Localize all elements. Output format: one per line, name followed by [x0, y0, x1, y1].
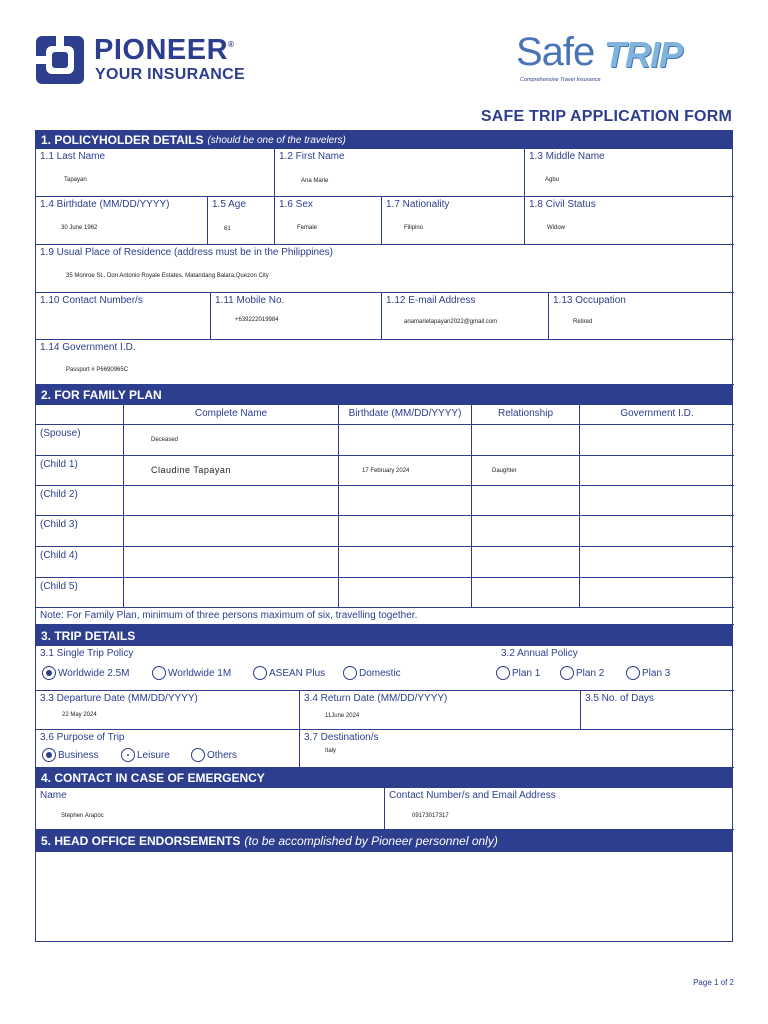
family-row-label: (Child 2) [40, 489, 78, 500]
option-domestic[interactable] [343, 666, 401, 680]
middle-name-label: 1.3 Middle Name [529, 151, 605, 162]
option-label: Business [58, 749, 99, 761]
return-date-value: 11June 2024 [325, 713, 360, 719]
birthdate-field[interactable] [36, 197, 208, 245]
emergency-name-value: Stephen Arapoc [61, 813, 104, 819]
first-name-label: 1.2 First Name [279, 151, 345, 162]
application-form [35, 130, 733, 942]
form-title: SAFE TRIP APPLICATION FORM [480, 108, 732, 125]
emergency-contact-label: Contact Number/s and Email Address [389, 790, 556, 801]
family-birthdate-cell[interactable] [339, 486, 472, 516]
civil-status-field[interactable] [525, 197, 734, 245]
family-name-cell[interactable] [124, 456, 339, 486]
option-worldwide-1m[interactable] [152, 666, 231, 680]
destination-label: 3.7 Destination/s [304, 732, 379, 743]
last-name-value: Tapayan [64, 177, 87, 183]
destination-value: Italy [325, 748, 337, 754]
first-name-field[interactable] [275, 149, 525, 197]
family-row-label-cell [36, 516, 124, 547]
family-col-birthdate: Birthdate (MM/DD/YYYY) [348, 408, 462, 419]
family-birthdate-cell[interactable] [339, 456, 472, 486]
option-others[interactable] [191, 748, 237, 762]
endorsements-area[interactable] [36, 852, 734, 941]
nationality-value: Filipino [404, 225, 424, 231]
option-asean-plus[interactable] [253, 666, 325, 680]
emergency-contact-field[interactable] [385, 788, 734, 830]
safetrip-logo-tagline: Comprehensive Travel Insurance [520, 77, 601, 83]
radio-icon[interactable] [560, 666, 574, 680]
family-relationship-cell[interactable] [472, 578, 580, 608]
sex-label: 1.6 Sex [279, 199, 313, 210]
family-name-cell[interactable] [124, 425, 339, 456]
radio-icon[interactable] [626, 666, 640, 680]
option-plan-1[interactable] [496, 666, 540, 680]
family-row-label: (Child 4) [40, 550, 78, 561]
family-header-blank [36, 405, 124, 425]
residence-value: 35 Monroe St., Don Antonio Royale Estates, Matandang Balara,Quezon City [66, 273, 269, 279]
option-label: Plan 1 [512, 667, 541, 679]
family-col-name: Complete Name [194, 408, 268, 419]
family-govid-cell[interactable] [580, 547, 734, 578]
option-label: Domestic [359, 667, 401, 679]
family-header-birthdate [339, 405, 472, 425]
government-id-value: Passport # P6690965C [66, 367, 129, 373]
family-relationship-cell[interactable] [472, 456, 580, 486]
section-4-title: 4. CONTACT IN CASE OF EMERGENCY [41, 771, 265, 785]
option-label: Plan 3 [642, 667, 671, 679]
government-id-field[interactable] [36, 340, 734, 385]
age-field[interactable] [208, 197, 275, 245]
number-of-days-label: 3.5 No. of Days [585, 693, 654, 704]
residence-label: 1.9 Usual Place of Residence (address must be in the Philippines) [40, 247, 333, 258]
radio-icon[interactable] [253, 666, 267, 680]
family-name-cell[interactable] [124, 578, 339, 608]
family-birthdate-cell[interactable] [339, 578, 472, 608]
first-name-value: Ana Marie [301, 178, 329, 184]
email-field[interactable] [382, 293, 549, 340]
option-label: Plan 2 [576, 667, 605, 679]
age-label: 1.5 Age [212, 199, 246, 210]
emergency-name-label: Name [40, 790, 67, 801]
family-relationship-cell[interactable] [472, 486, 580, 516]
family-name-cell[interactable] [124, 547, 339, 578]
option-plan-3[interactable] [626, 666, 670, 680]
pioneer-logo-name: PIONEER [94, 34, 229, 66]
option-business[interactable] [42, 748, 99, 762]
middle-name-value: Agbu [545, 177, 560, 183]
sex-value: Female [297, 225, 318, 231]
pioneer-logo-mark-icon [36, 36, 84, 84]
family-row-label: (Child 3) [40, 519, 78, 530]
family-row-label: (Child 1) [40, 459, 78, 470]
purpose-field [36, 730, 300, 768]
occupation-field[interactable] [549, 293, 734, 340]
safetrip-logo-trip: TRIP [604, 34, 683, 75]
family-header-name [124, 405, 339, 425]
nationality-field[interactable] [382, 197, 525, 245]
family-relationship-value: Daughter [492, 468, 517, 474]
family-row-label-cell [36, 547, 124, 578]
pioneer-logo-tagline: YOUR INSURANCE [95, 66, 245, 83]
section-5-title: 5. HEAD OFFICE ENDORSEMENTS [41, 834, 241, 848]
contact-number-field[interactable] [36, 293, 211, 340]
email-label: 1.12 E-mail Address [386, 295, 476, 306]
family-relationship-cell[interactable] [472, 425, 580, 456]
number-of-days-field[interactable] [581, 691, 734, 730]
safetrip-logo [516, 30, 734, 94]
option-label: Leisure [137, 749, 170, 761]
return-date-label: 3.4 Return Date (MM/DD/YYYY) [304, 693, 448, 704]
emergency-name-field[interactable] [36, 788, 385, 830]
family-govid-cell[interactable] [580, 456, 734, 486]
email-value: anamarietapayan2022@gmail.com [404, 319, 498, 325]
emergency-contact-value: 09173017317 [412, 813, 449, 819]
section-2-header [36, 385, 732, 405]
option-worldwide-2-5m[interactable] [42, 666, 130, 680]
option-plan-2[interactable] [560, 666, 604, 680]
option-label: Worldwide 1M [168, 667, 232, 679]
section-5-note: (to be accomplished by Pioneer personnel only) [244, 834, 498, 848]
family-birthdate-cell[interactable] [339, 425, 472, 456]
destination-field[interactable] [300, 730, 734, 768]
family-govid-cell[interactable] [580, 486, 734, 516]
family-row-label: (Spouse) [40, 428, 81, 439]
occupation-value: Retired [573, 319, 593, 325]
mobile-label: 1.11 Mobile No. [215, 295, 285, 306]
mobile-value: +639222019984 [235, 317, 279, 323]
page-number: Page 1 of 2 [693, 978, 734, 987]
section-1-title: 1. POLICYHOLDER DETAILS [41, 133, 204, 147]
departure-date-label: 3.3 Departure Date (MM/DD/YYYY) [40, 693, 198, 704]
last-name-label: 1.1 Last Name [40, 151, 106, 162]
section-5-header [36, 830, 732, 852]
radio-icon[interactable] [496, 666, 510, 680]
family-plan-note-text: Note: For Family Plan, minimum of three persons maximum of six, travelling together. [40, 610, 418, 621]
family-name-cell[interactable] [124, 516, 339, 547]
radio-selected-icon[interactable] [42, 666, 56, 680]
family-name-cell[interactable] [124, 486, 339, 516]
family-row-label-cell [36, 456, 124, 486]
departure-date-value: 22 May 2024 [62, 712, 97, 718]
option-leisure[interactable] [121, 748, 170, 762]
section-1-note: (should be one of the travelers) [207, 134, 346, 146]
section-3-header [36, 625, 732, 646]
family-plan-note [36, 608, 734, 625]
family-govid-cell[interactable] [580, 425, 734, 456]
family-relationship-cell[interactable] [472, 516, 580, 547]
family-birthdate-cell[interactable] [339, 547, 472, 578]
annual-policy-label: 3.2 Annual Policy [501, 648, 578, 659]
radio-selected-icon[interactable] [42, 748, 56, 762]
occupation-label: 1.13 Occupation [553, 295, 626, 306]
radio-icon[interactable] [152, 666, 166, 680]
family-row-label-cell [36, 486, 124, 516]
radio-icon[interactable] [343, 666, 357, 680]
section-3-title: 3. TRIP DETAILS [41, 628, 136, 643]
family-header-govid [580, 405, 734, 425]
departure-date-field[interactable] [36, 691, 300, 730]
family-col-relationship: Relationship [497, 408, 554, 419]
middle-name-field[interactable] [525, 149, 734, 197]
return-date-field[interactable] [300, 691, 581, 730]
sex-field[interactable] [275, 197, 382, 245]
option-label: ASEAN Plus [269, 667, 326, 679]
family-name-value: Claudine Tapayan [151, 465, 231, 475]
pioneer-logo: PIONEER® YOUR INSURANCE [36, 36, 266, 88]
residence-field[interactable] [36, 245, 734, 293]
contact-number-label: 1.10 Contact Number/s [40, 295, 143, 306]
radio-icon[interactable] [191, 748, 205, 762]
last-name-field[interactable] [36, 149, 275, 197]
family-birthdate-value: 17 February 2024 [362, 468, 410, 474]
family-name-value: Deceased [151, 437, 179, 443]
single-trip-label: 3.1 Single Trip Policy [40, 648, 134, 659]
birthdate-value: 30 June 1962 [61, 225, 98, 231]
family-govid-cell[interactable] [580, 516, 734, 547]
government-id-label: 1.14 Government I.D. [40, 342, 136, 353]
purpose-label: 3.6 Purpose of Trip [40, 732, 125, 743]
section-1-header [36, 131, 732, 149]
family-header-relationship [472, 405, 580, 425]
policy-row [36, 646, 734, 691]
family-row-label-cell [36, 425, 124, 456]
birthdate-label: 1.4 Birthdate (MM/DD/YYYY) [40, 199, 170, 210]
civil-status-value: Widow [547, 225, 566, 231]
family-govid-cell[interactable] [580, 578, 734, 608]
family-row-label-cell [36, 578, 124, 608]
nationality-label: 1.7 Nationality [386, 199, 450, 210]
mobile-field[interactable] [211, 293, 382, 340]
age-value: 61 [224, 226, 231, 232]
section-2-title: 2. FOR FAMILY PLAN [41, 388, 162, 402]
section-4-header [36, 768, 732, 788]
safetrip-logo-safe: Safe [516, 30, 595, 74]
radio-icon[interactable] [121, 748, 135, 762]
family-col-govid: Government I.D. [620, 408, 694, 419]
option-label: Worldwide 2.5M [58, 667, 130, 679]
civil-status-label: 1.8 Civil Status [529, 199, 596, 210]
option-label: Others [207, 749, 238, 761]
family-row-label: (Child 5) [40, 581, 78, 592]
family-birthdate-cell[interactable] [339, 516, 472, 547]
family-relationship-cell[interactable] [472, 547, 580, 578]
